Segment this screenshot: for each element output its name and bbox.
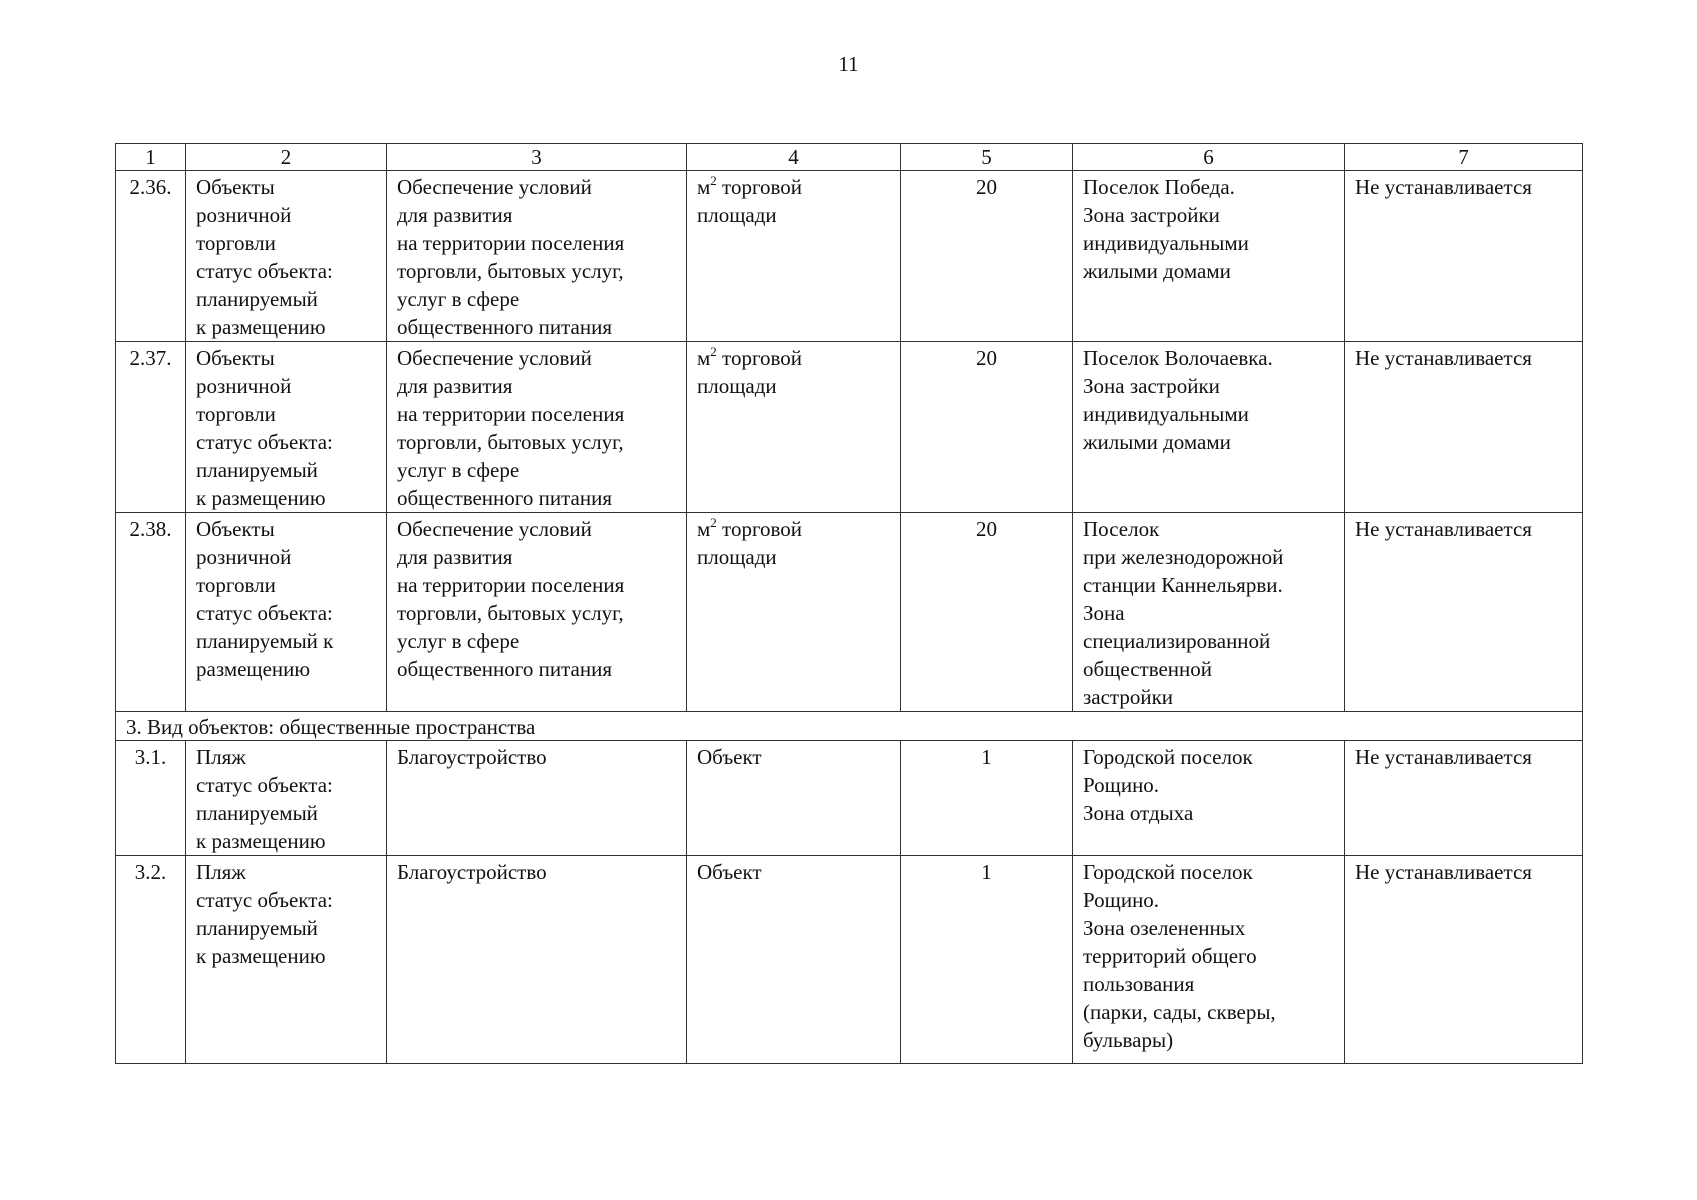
location-line: Поселок — [1083, 517, 1160, 541]
zone-characteristic: Не устанавливается — [1345, 513, 1583, 712]
object-name-line: Пляж — [196, 860, 246, 884]
quantity: 20 — [901, 513, 1073, 712]
object-purpose-line: Обеспечение условий — [397, 175, 592, 199]
unit-of-measure: Объект — [687, 741, 901, 856]
object-name — [186, 171, 387, 342]
objects-table — [115, 143, 1583, 1064]
section-title: 3. Вид объектов: общественные пространства — [116, 712, 1583, 741]
unit-prefix: м — [697, 517, 711, 541]
location-line: специализированной — [1083, 629, 1271, 653]
unit-of-measure — [687, 513, 901, 712]
object-purpose-line: для развития — [397, 545, 513, 569]
object-name — [186, 741, 387, 856]
location-line: застройки — [1083, 685, 1174, 709]
zone-characteristic: Не устанавливается — [1345, 741, 1583, 856]
location-line: жилыми домами — [1083, 259, 1231, 283]
quantity: 20 — [901, 171, 1073, 342]
quantity: 1 — [901, 741, 1073, 856]
zone-characteristic: Не устанавливается — [1345, 171, 1583, 342]
object-purpose-line: услуг в сфере — [397, 287, 520, 311]
unit-superscript: 2 — [710, 344, 717, 359]
object-purpose-line: Обеспечение условий — [397, 517, 592, 541]
object-purpose — [387, 856, 687, 1064]
object-name-line: планируемый — [196, 458, 318, 482]
object-name-line: Пляж — [196, 745, 246, 769]
row-number: 2.37. — [116, 342, 186, 513]
table-header-row — [116, 144, 1583, 171]
column-number-header: 2 — [186, 144, 387, 171]
unit-of-measure — [687, 171, 901, 342]
object-name-line: торговли — [196, 231, 276, 255]
object-name-line: торговли — [196, 573, 276, 597]
object-purpose-line: общественного питания — [397, 657, 612, 681]
object-purpose-line: для развития — [397, 203, 513, 227]
location-line: Рощино. — [1083, 773, 1160, 797]
column-number-header: 1 — [116, 144, 186, 171]
object-name-line: к размещению — [196, 315, 326, 339]
column-number-header: 7 — [1345, 144, 1583, 171]
column-number-header: 5 — [901, 144, 1073, 171]
object-purpose-line: для развития — [397, 374, 513, 398]
unit-line: площади — [697, 374, 777, 398]
unit-line — [697, 344, 890, 372]
unit-of-measure — [687, 342, 901, 513]
unit-superscript: 2 — [710, 173, 717, 188]
location-line: жилыми домами — [1083, 430, 1231, 454]
object-purpose-line: на территории поселения — [397, 573, 625, 597]
object-name — [186, 513, 387, 712]
location — [1073, 513, 1345, 712]
location-line: бульвары) — [1083, 1028, 1174, 1052]
object-name-line: статус объекта: — [196, 259, 333, 283]
table-row — [116, 171, 1583, 342]
unit-superscript: 2 — [710, 515, 717, 530]
table-row — [116, 513, 1583, 712]
object-purpose-line: Благоустройство — [397, 745, 547, 769]
location-line: Поселок Волочаевка. — [1083, 346, 1273, 370]
object-name-line: планируемый — [196, 801, 318, 825]
page-number: 11 — [838, 52, 859, 76]
location-line: Городской поселок — [1083, 745, 1253, 769]
object-purpose-line: Обеспечение условий — [397, 346, 592, 370]
object-name — [186, 342, 387, 513]
location — [1073, 856, 1345, 1064]
object-name-line: Объекты — [196, 517, 275, 541]
object-purpose-line: торговли, бытовых услуг, — [397, 601, 624, 625]
unit-prefix: м — [697, 346, 711, 370]
location-line: Рощино. — [1083, 888, 1160, 912]
location-line: индивидуальными — [1083, 231, 1249, 255]
location-line: общественной — [1083, 657, 1213, 681]
column-number-header: 4 — [687, 144, 901, 171]
location-line: Зона застройки — [1083, 203, 1220, 227]
object-purpose — [387, 513, 687, 712]
object-purpose — [387, 741, 687, 856]
object-name-line: статус объекта: — [196, 601, 333, 625]
location-line: Поселок Победа. — [1083, 175, 1235, 199]
object-name-line: планируемый — [196, 916, 318, 940]
object-name-line: торговли — [196, 402, 276, 426]
location-line: Зона — [1083, 601, 1125, 625]
location-line: Зона отдыха — [1083, 801, 1194, 825]
object-purpose-line: на территории поселения — [397, 231, 625, 255]
object-name-line: к размещению — [196, 829, 326, 853]
object-purpose — [387, 342, 687, 513]
object-name-line: статус объекта: — [196, 888, 333, 912]
table-row — [116, 741, 1583, 856]
location-line: Зона застройки — [1083, 374, 1220, 398]
location-line: территорий общего — [1083, 944, 1257, 968]
zone-characteristic: Не устанавливается — [1345, 342, 1583, 513]
row-number: 3.1. — [116, 741, 186, 856]
column-number-header: 6 — [1073, 144, 1345, 171]
quantity: 1 — [901, 856, 1073, 1064]
location — [1073, 741, 1345, 856]
object-name-line: к размещению — [196, 486, 326, 510]
location-line: Городской поселок — [1083, 860, 1253, 884]
object-name-line: к размещению — [196, 944, 326, 968]
object-purpose-line: общественного питания — [397, 315, 612, 339]
object-name-line: Объекты — [196, 175, 275, 199]
object-name-line: розничной — [196, 374, 292, 398]
object-purpose-line: услуг в сфере — [397, 629, 520, 653]
unit-of-measure: Объект — [687, 856, 901, 1064]
location — [1073, 171, 1345, 342]
unit-line — [697, 515, 890, 543]
object-name-line: розничной — [196, 203, 292, 227]
object-purpose-line: торговли, бытовых услуг, — [397, 430, 624, 454]
object-name-line: планируемый — [196, 287, 318, 311]
table-row — [116, 856, 1583, 1064]
object-name-line: размещению — [196, 657, 311, 681]
object-name-line: статус объекта: — [196, 773, 333, 797]
row-number: 2.38. — [116, 513, 186, 712]
section-row — [116, 712, 1583, 741]
object-purpose-line: общественного питания — [397, 486, 612, 510]
object-name-line: статус объекта: — [196, 430, 333, 454]
location-line: Зона озелененных — [1083, 916, 1246, 940]
unit-rest: торговой — [716, 346, 803, 370]
location-line: (парки, сады, скверы, — [1083, 1000, 1276, 1024]
unit-line — [697, 173, 890, 201]
unit-rest: торговой — [716, 175, 803, 199]
object-purpose-line: на территории поселения — [397, 402, 625, 426]
location-line: станции Каннельярви. — [1083, 573, 1283, 597]
unit-rest: торговой — [716, 517, 803, 541]
object-purpose-line: Благоустройство — [397, 860, 547, 884]
row-number: 2.36. — [116, 171, 186, 342]
object-purpose-line: услуг в сфере — [397, 458, 520, 482]
quantity: 20 — [901, 342, 1073, 513]
object-name-line: планируемый к — [196, 629, 334, 653]
unit-line: площади — [697, 203, 777, 227]
column-number-header: 3 — [387, 144, 687, 171]
table-row — [116, 342, 1583, 513]
unit-prefix: м — [697, 175, 711, 199]
location — [1073, 342, 1345, 513]
object-purpose — [387, 171, 687, 342]
location-line: при железнодорожной — [1083, 545, 1284, 569]
object-name-line: Объекты — [196, 346, 275, 370]
object-name — [186, 856, 387, 1064]
location-line: пользования — [1083, 972, 1195, 996]
object-purpose-line: торговли, бытовых услуг, — [397, 259, 624, 283]
zone-characteristic: Не устанавливается — [1345, 856, 1583, 1064]
row-number: 3.2. — [116, 856, 186, 1064]
object-name-line: розничной — [196, 545, 292, 569]
unit-line: площади — [697, 545, 777, 569]
location-line: индивидуальными — [1083, 402, 1249, 426]
